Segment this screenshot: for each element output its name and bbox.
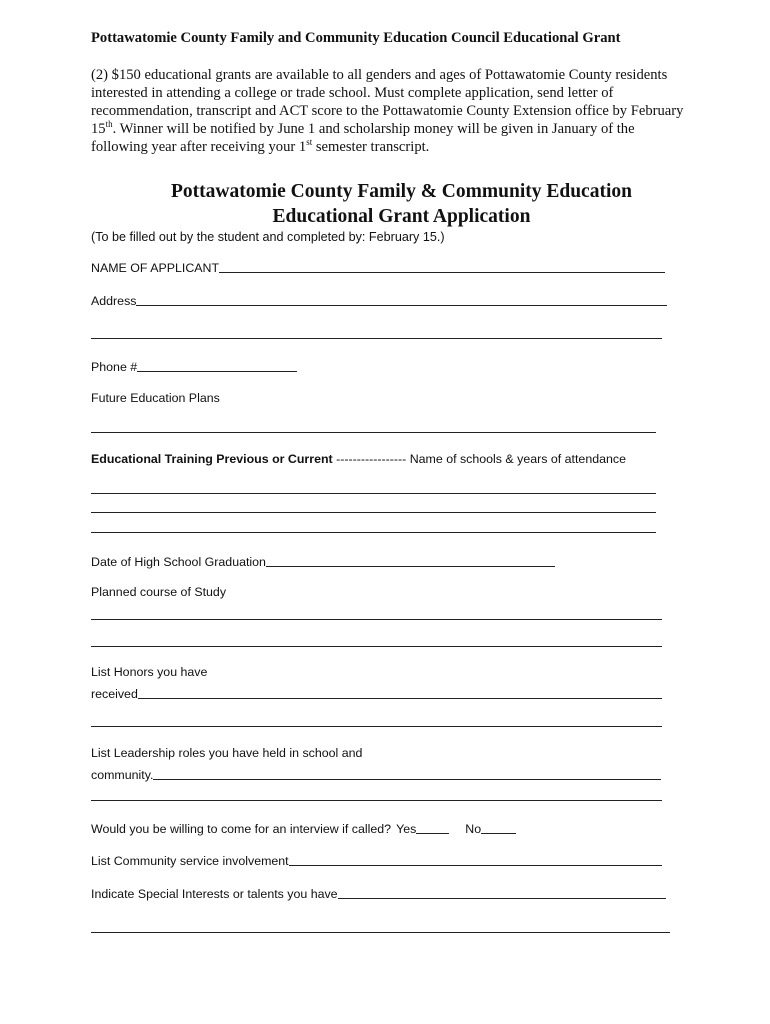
name-input-line[interactable] (219, 258, 665, 273)
planned-course-label: Planned course of Study (91, 585, 227, 599)
training-label-dashes: ----------------- (332, 452, 410, 466)
training-label-rest: Name of schools & years of attendance (409, 452, 626, 466)
document-header-title: Pottawatomie County Family and Community Education Council Educational Grant (91, 30, 621, 46)
honors-field-row (91, 684, 662, 702)
leadership-field-row (91, 765, 661, 783)
intro-line-4-a: 15 (91, 121, 106, 137)
address-label: Address (91, 294, 137, 308)
intro-line-3: recommendation, transcript and ACT score to the Pottawatomie County Extension office by February (91, 103, 684, 119)
special-interests-input-line-2[interactable] (91, 932, 670, 933)
address-input-line-2[interactable] (91, 338, 662, 339)
future-plans-label: Future Education Plans (91, 391, 220, 405)
intro-line-5 (91, 138, 721, 156)
planned-course-input-line-1[interactable] (91, 619, 662, 620)
interview-yes-label: Yes (396, 822, 417, 836)
interview-label: Would you be willing to come for an interview if called? (91, 822, 392, 836)
training-label-bold: Educational Training Previous or Current (91, 452, 333, 466)
hs-graduation-input-line[interactable] (266, 552, 555, 567)
interview-yes-input-line[interactable] (416, 819, 449, 834)
hs-graduation-field-row (91, 552, 555, 570)
intro-line-1: (2) $150 educational grants are available to all genders and ages of Pottawatomie County residents (91, 67, 668, 83)
future-plans-input-line[interactable] (91, 432, 656, 433)
application-title (0, 179, 770, 229)
address-input-line[interactable] (136, 291, 667, 306)
honors-input-line-2[interactable] (91, 726, 662, 727)
special-interests-input-line-1[interactable] (338, 884, 666, 899)
name-label: NAME OF APPLICANT (91, 261, 220, 275)
hs-graduation-label: Date of High School Graduation (91, 555, 266, 569)
community-service-input-line[interactable] (289, 851, 662, 866)
honors-label-line-2: received (91, 687, 138, 701)
intro-line-4-sup: th (105, 119, 113, 130)
honors-input-line-1[interactable] (138, 684, 662, 699)
intro-line-5-b: semester transcript. (312, 139, 430, 155)
intro-paragraph (91, 66, 721, 156)
phone-label: Phone # (91, 360, 138, 374)
training-label (91, 452, 626, 466)
training-input-line-2[interactable] (91, 512, 656, 513)
intro-line-4-b: . Winner will be notified by June 1 and scholarship money will be given in January of the (112, 121, 635, 137)
special-interests-field-row (91, 884, 666, 902)
special-interests-label: Indicate Special Interests or talents you have (91, 887, 338, 901)
completion-note: (To be filled out by the student and completed by: February 15.) (91, 230, 445, 244)
leadership-label-line-2: community. (91, 768, 154, 782)
intro-line-4 (91, 120, 721, 138)
honors-label-line-1: List Honors you have (91, 665, 208, 679)
interview-field-row (91, 819, 516, 837)
leadership-input-line-2[interactable] (91, 800, 662, 801)
training-input-line-1[interactable] (91, 493, 656, 494)
address-field-row (91, 291, 667, 309)
training-input-line-3[interactable] (91, 532, 656, 533)
phone-field-row (91, 357, 297, 375)
leadership-input-line-1[interactable] (153, 765, 661, 780)
intro-line-2: interested in attending a college or trade school. Must complete application, send letter of (91, 85, 614, 101)
intro-line-5-a: following year after receiving your 1 (91, 139, 307, 155)
community-service-label: List Community service involvement (91, 854, 289, 868)
leadership-label-line-1: List Leadership roles you have held in school and (91, 746, 363, 760)
name-field-row (91, 258, 665, 276)
community-service-field-row (91, 851, 662, 869)
phone-input-line[interactable] (137, 357, 297, 372)
interview-no-input-line[interactable] (481, 819, 516, 834)
application-title-line-1: Pottawatomie County Family & Community Education (171, 181, 632, 202)
application-title-line-2: Educational Grant Application (272, 206, 531, 227)
interview-no-label: No (465, 822, 482, 836)
intro-line-5-sup: st (306, 137, 313, 148)
planned-course-input-line-2[interactable] (91, 646, 662, 647)
